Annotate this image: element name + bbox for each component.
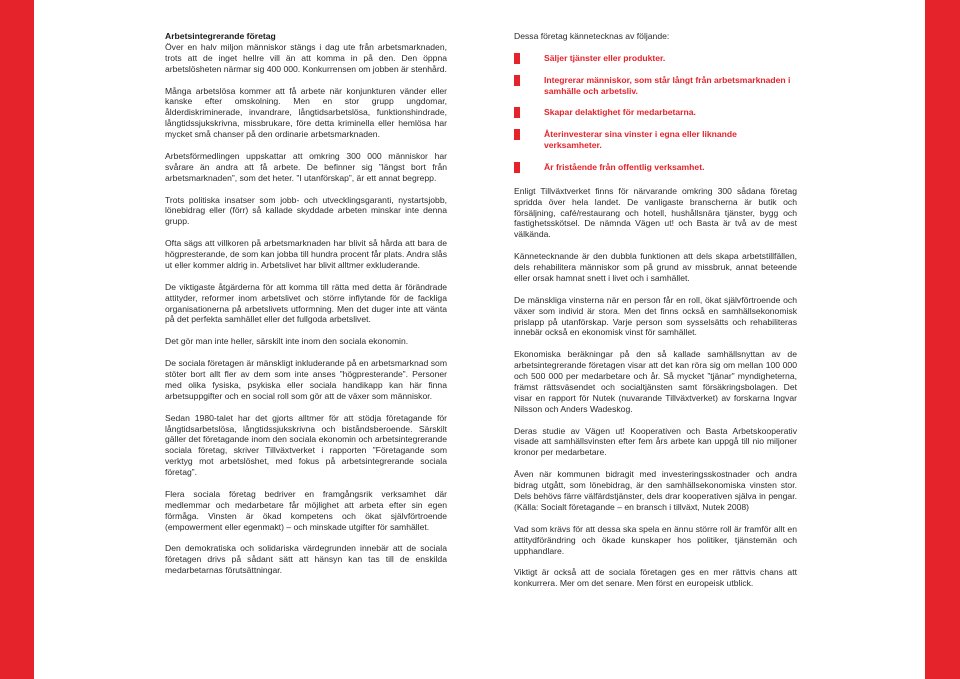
characteristic-item: Är fristående från offentlig verksamhet.	[514, 162, 797, 173]
paragraph: De sociala företagen är mänskligt inkluderande på en arbetsmarknad som stöter bort allt fler av dem som inte anses ”högpresterande”. Personer med olika fysiska, psykiska eller sociala handikapp kan här finna arbetsuppgifter och en social roll som gör att de växer som människor.	[165, 358, 447, 401]
paragraph: Många arbetslösa kommer att få arbete när konjunkturen vänder eller kanske efter omskolning. Men en stor grupp ungdomar, ålderdiskriminerade, invandrare, långtidsarbetslösa, funktionshindrade, långtidssjukskrivna, missbrukare, före detta kriminella eller hemlösa har mycket små chanser på den ordinarie arbetsmarknaden.	[165, 85, 447, 140]
paragraph: Enligt Tillväxtverket finns för närvarande omkring 300 sådana företag spridda över hela landet. De vanligaste branscherna är butik och försäljning, café/restaurang och hotell, hushållsnära tjänster, bygg och fastighetsskötsel. De nämnda Vägen ut! och Basta är två av de mest välkända.	[514, 185, 797, 240]
characteristic-item: Integrerar människor, som står långt från arbetsmarknaden i samhälle och arbetsliv.	[514, 75, 797, 97]
characteristic-item: Återinvesterar sina vinster i egna eller liknande verksamheter.	[514, 129, 797, 151]
paragraph: Ekonomiska beräkningar på den så kallade samhällsnyttan av de arbetsintegrerande företagen visar att det kan röra sig om mellan 100 000 och 500 000 per medarbetare och år. Så mycket ”tjänar” myndigheterna, främst rättsväsendet och socialtjänsten samt försäkringsbolagen. Det visar en rapport för Nutek (nuvarande Tillväxtverket) av forskarna Ingvar Nilsson och Anders Wadeskog.	[514, 349, 797, 414]
paragraph-text: Över en halv miljon människor stängs i dag ute från arbetsmarknaden, trots att de inget hellre vill än att komma in på den. Den öppna arbetslösheten närmar sig 400 000. Konkurrensen om jobben är stenhård.	[165, 41, 447, 74]
paragraph: Trots politiska insatser som jobb- och utvecklingsgaranti, nystartsjobb, lönebidrag eller (förr) så kallade skyddade arbeten minskar inte denna grupp.	[165, 194, 447, 227]
paragraph: Vad som krävs för att dessa ska spela en ännu större roll är framför allt en attitydförändring och ökade kunskaper hos politiker, tjänstemän och upphandlare.	[514, 523, 797, 556]
characteristics-list	[514, 53, 797, 173]
left-red-margin-bar	[0, 0, 34, 679]
paragraph: Deras studie av Vägen ut! Kooperativen och Basta Arbetskooperativ visade att samhällsvinsten efter fem års arbete kan uppgå till nio miljoner kronor per medarbetare.	[514, 425, 797, 458]
paragraph: Det gör man inte heller, särskilt inte inom den sociala ekonomin.	[165, 336, 409, 347]
paragraph: De viktigaste åtgärderna för att komma till rätta med detta är förändrade attityder, reformer inom arbetslivet och större inflytande för de fackliga organisationerna på arbetslivets utformning. Men det duger inte att vänta på det perfekta samhället eller det fullgoda arbetslivet.	[165, 281, 447, 325]
paragraph: De mänskliga vinsterna när en person får en roll, ökat självförtroende och växer som individ är stora. Men det finns också en samhällsekonomisk prislapp på utanförskap. Varje person som sysselsätts och rehabiliteras innebär också en ekonomisk vinst för samhället.	[514, 294, 797, 338]
right-red-margin-bar	[925, 0, 960, 679]
left-text-column	[165, 31, 447, 587]
paragraph: Sedan 1980-talet har det gjorts alltmer för att stödja företagande för långtidsarbetslösa, långtidssjukskrivna och biståndsberoende. Särskilt gäller det företagande inom den sociala ekonomin och arbetsintegrerande sociala företag, skriver Tillväxtverket i rapporten ”Företagande som verktyg mot arbetslöshet, med fokus på arbetsintegrerande sociala företag”.	[165, 412, 447, 478]
paragraph: Även när kommunen bidragit med investeringsskostnader och andra bidrag utgått, som lönebidrag, är den samhällsekonomiska vinsten stor. Dels behövs färre välfärdstjänster, dels drar kooperativen själva in pengar. (Källa: Socialt företagande – en bransch i tillväxt, Nutek 2008)	[514, 469, 797, 512]
paragraph: Viktigt är också att de sociala företagen ges en mer rättvis chans att konkurrera. Mer om det senare. Men först en europeisk utblick.	[514, 567, 797, 589]
paragraph: Kännetecknande är den dubbla funktionen att dels skapa arbetstillfällen, dels rehabilitera människor som på grund av missbruk, annat beteende eller orsak hamnat snett i livet och i samhället.	[514, 251, 797, 283]
paragraph: Den demokratiska och solidariska värdegrunden innebär att de sociala företagen drivs på sådant sätt att hänsyn kan tas till de enskilda medarbetarnas förutsättningar.	[165, 543, 447, 576]
section-heading: Arbetsintegrerande företag	[165, 31, 276, 41]
characteristics-intro: Dessa företag kännetecknas av följande:	[514, 31, 670, 41]
paragraph: Arbetsförmedlingen uppskattar att omkring 300 000 människor har svårare än andra att få arbete. De befinner sig ”längst bort från arbetsmarknaden”, som det heter. ”I utanförskap”, är ett annat begrepp.	[165, 150, 447, 183]
right-text-column	[514, 31, 797, 600]
characteristic-item: Skapar delaktighet för medarbetarna.	[514, 107, 797, 118]
characteristic-item: Säljer tjänster eller produkter.	[514, 53, 797, 64]
paragraph	[165, 31, 447, 75]
paragraph: Flera sociala företag bedriver en framgångsrik verksamhet där medlemmar och medarbetare får möjlighet att arbeta efter sin egen förmåga. Vinsten är ökad kompetens och ökat självförtroende (empowerment eller egenmakt) – och minskade utgifter för samhället.	[165, 488, 447, 532]
paragraph: Ofta sägs att villkoren på arbetsmarknaden har blivit så hårda att bara de högpresterande, de som kan jobba till hundra procent får plats. Andra slås ut eller kommer aldrig in. Arbetslivet har blivit alltmer exkluderande.	[165, 238, 447, 270]
